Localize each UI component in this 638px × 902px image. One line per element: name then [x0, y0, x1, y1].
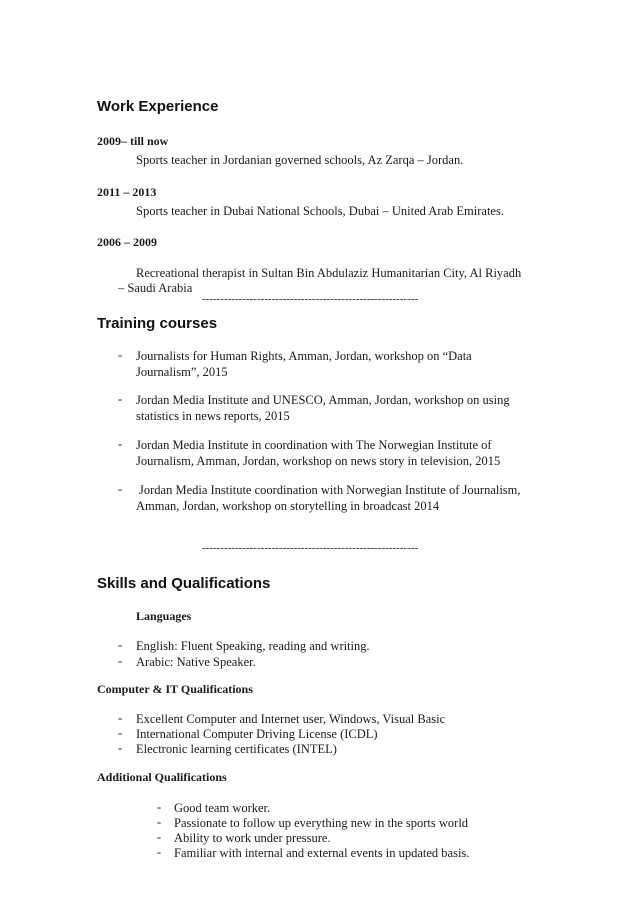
- section-separator: -----------------------------------------------------------: [202, 293, 419, 305]
- training-courses-heading: Training courses: [97, 315, 218, 332]
- job-description-continued: – Saudi Arabia: [118, 281, 193, 295]
- training-item: Jordan Media Institute in coordination with The Norwegian Institute of: [136, 438, 492, 452]
- training-item: Jordan Media Institute coordination with Norwegian Institute of Journalism,: [139, 483, 521, 497]
- bullet-dash: -: [118, 726, 123, 740]
- additional-title: Additional Qualifications: [97, 770, 227, 784]
- training-item: Jordan Media Institute and UNESCO, Amman, Jordan, workshop on using: [136, 393, 510, 407]
- computer-item: International Computer Driving License (ICDL): [136, 727, 378, 741]
- additional-item: Familiar with internal and external events in updated basis.: [174, 846, 470, 860]
- bullet-dash: -: [118, 348, 123, 362]
- bullet-dash: -: [157, 845, 162, 859]
- computer-item: Electronic learning certificates (INTEL): [136, 742, 337, 756]
- section-separator: -----------------------------------------------------------: [202, 542, 419, 554]
- additional-item: Ability to work under pressure.: [174, 831, 331, 845]
- skills-heading: Skills and Qualifications: [97, 575, 271, 592]
- computer-title: Computer & IT Qualifications: [97, 682, 253, 696]
- training-item: statistics in news reports, 2015: [136, 409, 290, 423]
- language-item: English: Fluent Speaking, reading and writing.: [136, 639, 370, 653]
- additional-item: Good team worker.: [174, 801, 271, 815]
- job-description: Recreational therapist in Sultan Bin Abdulaziz Humanitarian City, Al Riyadh: [136, 266, 522, 280]
- training-item: Journalism, Amman, Jordan, workshop on news story in television, 2015: [136, 454, 501, 468]
- bullet-dash: -: [118, 711, 123, 725]
- work-experience-heading: Work Experience: [97, 98, 219, 115]
- job-description: Sports teacher in Jordanian governed schools, Az Zarqa – Jordan.: [136, 153, 464, 167]
- job-period: 2011 – 2013: [97, 185, 157, 199]
- language-item: Arabic: Native Speaker.: [136, 655, 256, 669]
- additional-item: Passionate to follow up everything new in the sports world: [174, 816, 469, 830]
- job-description: Sports teacher in Dubai National Schools, Dubai – United Arab Emirates.: [136, 204, 504, 218]
- training-item: Amman, Jordan, workshop on storytelling in broadcast 2014: [136, 499, 440, 513]
- computer-item: Excellent Computer and Internet user, Windows, Visual Basic: [136, 712, 446, 726]
- bullet-dash: -: [157, 815, 162, 829]
- bullet-dash: -: [118, 392, 123, 406]
- bullet-dash: -: [157, 830, 162, 844]
- bullet-dash: -: [157, 800, 162, 814]
- bullet-dash: -: [118, 741, 123, 755]
- training-item: Journalists for Human Rights, Amman, Jordan, workshop on “Data: [136, 349, 472, 363]
- languages-title: Languages: [136, 609, 192, 623]
- job-period: 2006 – 2009: [97, 235, 157, 249]
- bullet-dash: -: [118, 654, 123, 668]
- bullet-dash: -: [118, 437, 123, 451]
- bullet-dash: -: [118, 482, 123, 496]
- training-item: Journalism”, 2015: [136, 365, 228, 379]
- job-period: 2009– till now: [97, 134, 169, 148]
- bullet-dash: -: [118, 638, 123, 652]
